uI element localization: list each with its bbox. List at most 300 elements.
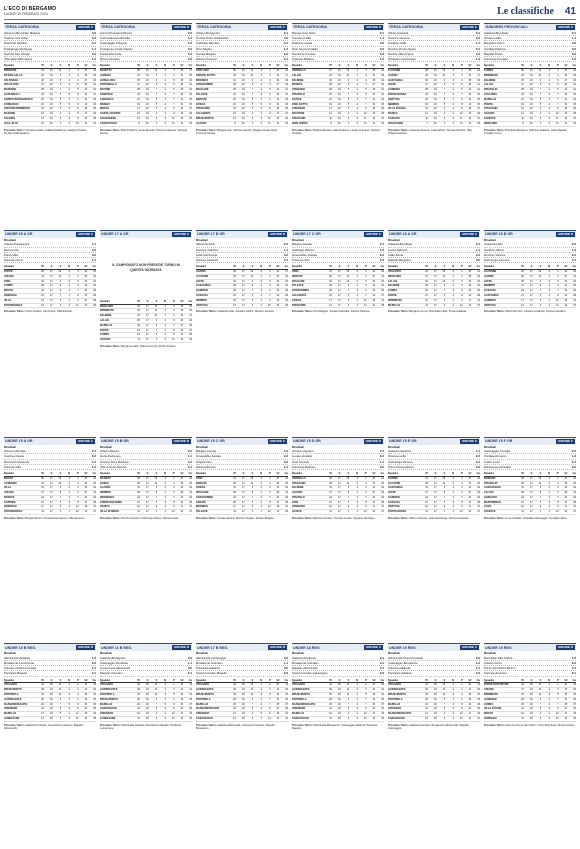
team-name: MADONE (4, 112, 35, 117)
next-round-note (388, 310, 480, 313)
category-name: UNDER 15 A GR (5, 438, 33, 443)
stat-cell: 4 (61, 274, 70, 279)
column-header: N (157, 300, 166, 304)
stat-cell: 23 (131, 328, 140, 333)
stat-cell: 10 (149, 693, 158, 698)
stat-cell: 19 (79, 102, 88, 107)
stat-cell: 6 (341, 293, 350, 298)
match-score: 0-0 (91, 454, 96, 459)
stat-cell: 14 (271, 116, 280, 121)
stat-cell: 13 (471, 683, 480, 688)
stat-cell: 10 (358, 712, 367, 717)
stat-cell: 2 (61, 269, 70, 274)
stat-cell: 24 (559, 88, 568, 93)
stat-cell: 7 (550, 97, 559, 102)
stat-cell: 7 (70, 495, 79, 500)
stat-cell: 16 (140, 88, 149, 93)
stat-cell: 26 (367, 289, 376, 294)
stat-cell: 17 (524, 476, 533, 481)
team-name: GAZZANIGA (484, 293, 515, 298)
stat-cell: 32 (323, 73, 332, 78)
stat-cell: 16 (463, 112, 472, 117)
stat-cell: 20 (35, 102, 44, 107)
stat-cell: 18 (140, 688, 149, 693)
team-name: PONTE (388, 293, 419, 298)
stat-cell: 12 (341, 688, 350, 693)
stat-cell: 3 (541, 284, 550, 289)
stat-cell: 37 (419, 274, 428, 279)
match-teams: Cenate Sotto-Grassobbio (196, 36, 229, 41)
column-header: Pt (35, 472, 44, 476)
stat-cell: 16 (559, 112, 568, 117)
stat-cell: 17 (140, 328, 149, 333)
stat-cell: 22 (87, 693, 96, 698)
team-name: SERIATE (196, 481, 227, 486)
stat-cell: 21 (323, 97, 332, 102)
team-name: CISANO (484, 688, 515, 693)
column-header: G (140, 64, 149, 68)
results-label: Risultati (484, 651, 496, 656)
match-score: 1-1 (475, 247, 480, 252)
stat-cell: 3 (349, 476, 358, 481)
stat-cell: 40 (419, 688, 428, 693)
stat-cell: 17 (44, 293, 53, 298)
next-round-matches: Almenno-Ponte San Pietro, Curno-Brembate, Mozzo-Cisano. (505, 723, 576, 727)
stat-cell: 44 (175, 304, 184, 309)
stat-cell: 41 (227, 476, 236, 481)
match-score: 1-1 (571, 36, 576, 41)
team-name: STEZZANO (292, 116, 323, 121)
stat-cell: 16 (428, 97, 437, 102)
stat-cell: 27 (279, 702, 288, 707)
stat-cell: 7 (53, 293, 62, 298)
stat-cell: 24 (567, 491, 576, 496)
stat-cell: 6 (70, 702, 79, 707)
stat-cell: 17 (428, 491, 437, 496)
stat-cell: 2 (349, 88, 358, 93)
match-teams: AlbinoLeffe-Scanzorosciate (388, 655, 424, 660)
match-teams: Scanzo-Torre Boldone (100, 459, 129, 464)
stat-cell: 30 (471, 707, 480, 712)
column-header: G (236, 679, 245, 683)
team-name: CALCINATE (292, 293, 323, 298)
team-name: TREVIGLIO (484, 481, 515, 486)
column-header: V (341, 265, 350, 269)
standings-block (4, 643, 96, 845)
stat-cell: 21 (515, 500, 524, 505)
stat-cell: 8 (341, 88, 350, 93)
stat-cell: 22 (271, 97, 280, 102)
stat-cell: 17 (44, 486, 53, 491)
stat-cell: 17 (183, 69, 192, 74)
team-name: CASAZZA (388, 116, 419, 121)
stat-cell: 4 (157, 712, 166, 717)
column-header: Gs (87, 472, 96, 476)
stat-cell: 11 (454, 116, 463, 121)
stat-cell: 13 (367, 717, 376, 722)
stat-cell: 16 (140, 83, 149, 88)
column-header: Squadre (388, 679, 419, 683)
stat-cell: 9 (454, 505, 463, 510)
stat-cell: 3 (349, 688, 358, 693)
stat-cell: 13 (358, 717, 367, 722)
stat-cell: 22 (471, 693, 480, 698)
column-header: G (428, 679, 437, 683)
stat-cell: 30 (367, 73, 376, 78)
stat-cell: 26 (559, 83, 568, 88)
stat-cell: 18 (524, 697, 533, 702)
match-teams: Calcinate-Zanica (292, 247, 314, 252)
stat-cell: 18 (428, 697, 437, 702)
match-score: 2-0 (571, 252, 576, 257)
stat-cell: 9 (53, 486, 62, 491)
column-header: Gf (175, 472, 184, 476)
stat-cell: 13 (227, 303, 236, 308)
column-header: Pt (131, 472, 140, 476)
next-round-label: Prossimo Turno: (484, 517, 506, 521)
next-round-matches: Bergamo-Curno, Brembate-Lallio, Ponte-Atalanta. (409, 310, 467, 314)
column-header: Gf (559, 679, 568, 683)
stat-cell: 10 (437, 73, 446, 78)
stat-cell: 6 (149, 707, 158, 712)
column-header: G (44, 265, 53, 269)
standings-table (4, 265, 96, 308)
stat-cell: 4 (445, 486, 454, 491)
column-header: N (349, 64, 358, 68)
column-header: Pt (323, 64, 332, 68)
stat-cell: 16 (332, 88, 341, 93)
stat-cell: 17 (236, 510, 245, 515)
stat-cell: 16 (140, 107, 149, 112)
match-score: 0-2 (283, 666, 288, 671)
stat-cell: 16 (140, 112, 149, 117)
stat-cell: 13 (367, 510, 376, 515)
stat-cell: 2 (157, 69, 166, 74)
stat-cell: 10 (245, 73, 254, 78)
stat-cell: 4 (349, 702, 358, 707)
result-row (292, 258, 384, 263)
stat-cell: 16 (140, 116, 149, 121)
stat-cell: 18 (140, 697, 149, 702)
stat-cell: 4 (61, 116, 70, 121)
stat-cell: 6 (454, 697, 463, 702)
category-name: UNDER 15 F GR (485, 438, 513, 443)
stat-cell: 25 (515, 88, 524, 93)
stat-cell: 22 (183, 486, 192, 491)
team-name: PONTERANICA (4, 303, 35, 308)
stat-cell: 40 (79, 688, 88, 693)
stat-cell: 3 (550, 688, 559, 693)
stat-cell: 19 (87, 69, 96, 74)
stat-cell: 20 (567, 481, 576, 486)
team-name: TELGATE (196, 93, 227, 98)
no-matches-notice: IL CAMPIONATO NON PREVEDE TURNO IN QUESTA GIORNATA (112, 263, 180, 272)
team-name: DALMINE (484, 78, 515, 83)
stat-cell: 16 (428, 73, 437, 78)
stat-cell: 34 (35, 69, 44, 74)
stat-cell: 31 (227, 279, 236, 284)
next-round-label: Prossimo Turno: (100, 517, 122, 521)
match-teams: Gandino-Leffe (388, 41, 407, 46)
group-badge: GIRONE A (461, 231, 477, 236)
stat-cell: 15 (567, 683, 576, 688)
column-header: P (262, 679, 271, 683)
match-score: 2-1 (379, 449, 384, 454)
column-header: P (550, 64, 559, 68)
stat-cell: 10 (550, 712, 559, 717)
stat-cell: 27 (559, 284, 568, 289)
stat-cell: 18 (175, 112, 184, 117)
stat-cell: 13 (533, 683, 542, 688)
stat-cell: 16 (428, 107, 437, 112)
stat-cell: 2 (61, 293, 70, 298)
stat-cell: 34 (175, 693, 184, 698)
stat-cell: 26 (471, 697, 480, 702)
match-score: 2-2 (379, 252, 384, 257)
table-row (388, 303, 480, 308)
stat-cell: 24 (271, 495, 280, 500)
stat-cell: 45 (131, 683, 140, 688)
stat-cell: 23 (183, 693, 192, 698)
stat-cell: 7 (437, 289, 446, 294)
stat-cell: 3 (166, 309, 175, 314)
match-teams: Sorisole-Curno (4, 257, 24, 262)
stat-cell: 20 (87, 274, 96, 279)
stat-cell: 18 (236, 717, 245, 722)
column-header: G (332, 679, 341, 683)
category-header (388, 231, 480, 238)
stat-cell: 24 (559, 289, 568, 294)
stat-cell: 4 (358, 73, 367, 78)
stat-cell: 17 (332, 303, 341, 308)
stat-cell: 7 (149, 495, 158, 500)
team-name: ROMANO (484, 476, 515, 481)
stat-cell: 4 (533, 107, 542, 112)
team-name: ATALANTA (196, 683, 227, 688)
column-header: P (166, 472, 175, 476)
stat-cell: 4 (358, 83, 367, 88)
stat-cell: 3 (349, 491, 358, 496)
stat-cell: 7 (341, 702, 350, 707)
stat-cell: 26 (367, 702, 376, 707)
column-header: Gs (375, 265, 384, 269)
stat-cell: 38 (375, 303, 384, 308)
team-name: LALLIO (484, 83, 515, 88)
stat-cell: 40 (559, 476, 568, 481)
column-header: P (262, 265, 271, 269)
stat-cell: 21 (183, 314, 192, 319)
stat-cell: 31 (131, 73, 140, 78)
next-round-label: Prossimo Turno: (196, 128, 218, 132)
stat-cell: 2 (541, 510, 550, 515)
stat-cell: 27 (79, 78, 88, 83)
match-teams: Atalanta-Brembate (484, 31, 509, 35)
stat-cell: 18 (236, 693, 245, 698)
stat-cell: 28 (567, 500, 576, 505)
stat-cell: 4 (550, 486, 559, 491)
stat-cell: 17 (44, 284, 53, 289)
stat-cell: 17 (428, 284, 437, 289)
stat-cell: 13 (559, 510, 568, 515)
standings-block (388, 23, 480, 225)
stat-cell: 16 (140, 69, 149, 74)
match-teams: Pontisola-Atalanta (196, 666, 220, 671)
stat-cell: 12 (131, 116, 140, 121)
stat-cell: 35 (471, 121, 480, 126)
column-header: G (332, 265, 341, 269)
stat-cell: 7 (454, 93, 463, 98)
stat-cell: 4 (358, 486, 367, 491)
results-label: Risultati (196, 444, 208, 449)
column-header: Squadre (388, 64, 419, 68)
match-teams: Cisano-Curno (484, 661, 502, 666)
match-teams: Scanzorosciate-Caravaggio (292, 671, 328, 676)
stat-cell: 2 (349, 112, 358, 117)
stat-cell: 33 (419, 73, 428, 78)
stat-cell: 24 (35, 495, 44, 500)
team-name: LEFFE (388, 83, 419, 88)
next-round-label: Prossimo Turno: (100, 723, 122, 727)
team-name: MATERNA (4, 88, 35, 93)
stat-cell: 27 (367, 83, 376, 88)
stat-cell: 6 (166, 697, 175, 702)
match-teams: Casazza-Leffe (484, 242, 503, 247)
team-name: DALMINE (292, 78, 323, 83)
stat-cell: 16 (183, 304, 192, 309)
stat-cell: 4 (61, 707, 70, 712)
stat-cell: 17 (236, 303, 245, 308)
stat-cell: 20 (87, 481, 96, 486)
stat-cell: 22 (375, 693, 384, 698)
stat-cell: 16 (332, 97, 341, 102)
stat-cell: 24 (79, 88, 88, 93)
stat-cell: 17 (44, 279, 53, 284)
column-header: N (61, 679, 70, 683)
stat-cell: 17 (524, 510, 533, 515)
team-name: ORIO (4, 279, 35, 284)
stat-cell: 17 (524, 269, 533, 274)
result-row (196, 465, 288, 470)
column-header: G (428, 265, 437, 269)
stat-cell: 19 (375, 274, 384, 279)
category-header (4, 24, 96, 31)
stat-cell: 23 (87, 284, 96, 289)
team-name: ORIO (292, 269, 323, 274)
stat-cell: 40 (131, 304, 140, 309)
stat-cell: 22 (87, 486, 96, 491)
category-name: TERZA CATEGORIA (101, 25, 136, 30)
column-header: Gf (463, 472, 472, 476)
result-row (484, 57, 576, 62)
team-name: SCHILPARIO (388, 121, 419, 126)
stat-cell: 4 (541, 476, 550, 481)
match-score: 0-3 (187, 57, 192, 62)
stat-cell: 4 (541, 683, 550, 688)
stat-cell: 40 (183, 717, 192, 722)
stat-cell: 17 (428, 289, 437, 294)
stat-cell: 3 (358, 481, 367, 486)
column-header: Gs (567, 472, 576, 476)
column-header: Pt (227, 265, 236, 269)
next-round-note (484, 724, 576, 727)
team-name: AZZANO (292, 491, 323, 496)
stat-cell: 17 (428, 293, 437, 298)
stat-cell: 16 (236, 88, 245, 93)
match-score: 0-2 (475, 257, 480, 262)
stat-cell: 3 (341, 510, 350, 515)
stat-cell: 3 (445, 707, 454, 712)
team-name: OSIO SOPRA (292, 121, 323, 126)
stat-cell: 3 (349, 495, 358, 500)
page-number: 41 (564, 6, 576, 17)
stat-cell: 7 (358, 495, 367, 500)
stat-cell: 28 (131, 491, 140, 496)
stat-cell: 7 (533, 93, 542, 98)
team-name: COVO (484, 505, 515, 510)
standings-table (292, 64, 384, 126)
stat-cell: 29 (87, 707, 96, 712)
stat-cell: 17 (44, 500, 53, 505)
match-score: 0-3 (283, 459, 288, 464)
stat-cell: 21 (463, 97, 472, 102)
column-header: Gs (279, 472, 288, 476)
team-name: LALLIO (100, 318, 131, 323)
stat-cell: 6 (245, 97, 254, 102)
match-teams: Stezzano-Treviglio (484, 57, 508, 62)
category-header (484, 644, 576, 651)
stat-cell: 22 (227, 97, 236, 102)
stat-cell: 2 (445, 476, 454, 481)
stat-cell: 2 (541, 481, 550, 486)
stat-cell: 3 (53, 717, 62, 722)
stat-cell: 8 (454, 97, 463, 102)
stat-cell: 3 (149, 116, 158, 121)
stat-cell: 1 (550, 269, 559, 274)
stat-cell: 9 (533, 279, 542, 284)
stat-cell: 16 (428, 112, 437, 117)
stat-cell: 1 (253, 683, 262, 688)
stat-cell: 22 (87, 88, 96, 93)
stat-cell: 3 (166, 688, 175, 693)
stat-cell: 3 (445, 293, 454, 298)
stat-cell: 25 (419, 289, 428, 294)
match-teams: Mapello-Ponte (484, 51, 503, 56)
team-name: ZANICA (196, 486, 227, 491)
stat-cell: 29 (515, 697, 524, 702)
match-score: 1-0 (283, 449, 288, 454)
stat-cell: 30 (183, 116, 192, 121)
stat-cell: 44 (35, 683, 44, 688)
standings-table (388, 265, 480, 308)
stat-cell: 9 (533, 697, 542, 702)
stat-cell: 3 (253, 298, 262, 303)
column-header: Gs (471, 265, 480, 269)
stat-cell: 16 (183, 476, 192, 481)
table-row (196, 510, 288, 515)
stat-cell: 33 (559, 693, 568, 698)
stat-cell: 21 (87, 93, 96, 98)
stat-cell: 8 (533, 284, 542, 289)
team-name: SABBIO BERGAMASCO (4, 97, 35, 102)
next-round-note (100, 724, 192, 731)
group-badge: GIRONE C (269, 25, 285, 29)
column-header: Gf (463, 64, 472, 68)
stat-cell: 3 (533, 303, 542, 308)
stat-cell: 11 (515, 510, 524, 515)
stat-cell: 25 (375, 491, 384, 496)
stat-cell: 31 (567, 505, 576, 510)
stat-cell: 17 (367, 712, 376, 717)
